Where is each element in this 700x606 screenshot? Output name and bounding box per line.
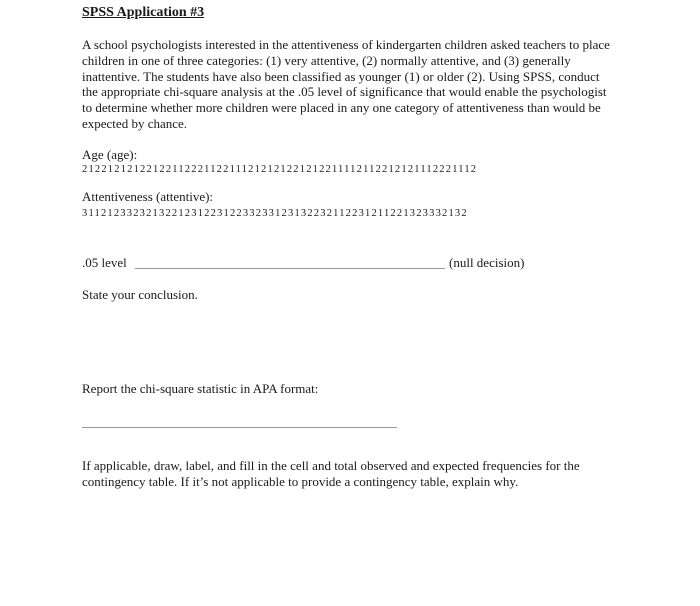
page-title: SPSS Application #3 — [82, 5, 205, 20]
null-decision-label: (null decision) — [449, 255, 525, 270]
significance-level-label: .05 level — [82, 255, 127, 270]
age-label: Age (age): — [82, 147, 138, 162]
age-values: 21221212122122112221122111212121221212211112112212121112221112 — [82, 164, 478, 175]
apa-report-prompt: Report the chi-square statistic in APA format: — [82, 381, 319, 396]
attentiveness-label: Attentiveness (attentive): — [82, 189, 214, 204]
attentiveness-values: 311212332321322123122312233233123132232112231211221323332132 — [82, 208, 468, 219]
conclusion-prompt: State your conclusion. — [82, 287, 198, 302]
problem-description: A school psychologists interested in the attentiveness of kindergarten children asked teachers to place children in one of three categories: (1) very attentive, (2) normally attentive, and (3) generally inattentive. The students have also been classified as younger (1) or older (2). Using SPSS, conduct the appropriate chi-square analysis at the .05 level of significance that would enable the psychologist to determine whether more children were placed in any one category of attentiveness than would be expected by chance. — [82, 37, 610, 131]
contingency-table-instructions: If applicable, draw, label, and fill in the cell and total observed and expected frequencies for the contingency table. If it’s not applicable to provide a contingency table, explain why. — [82, 458, 580, 489]
apa-report-answer-line[interactable] — [82, 427, 397, 428]
null-decision-answer-line[interactable] — [135, 268, 445, 269]
